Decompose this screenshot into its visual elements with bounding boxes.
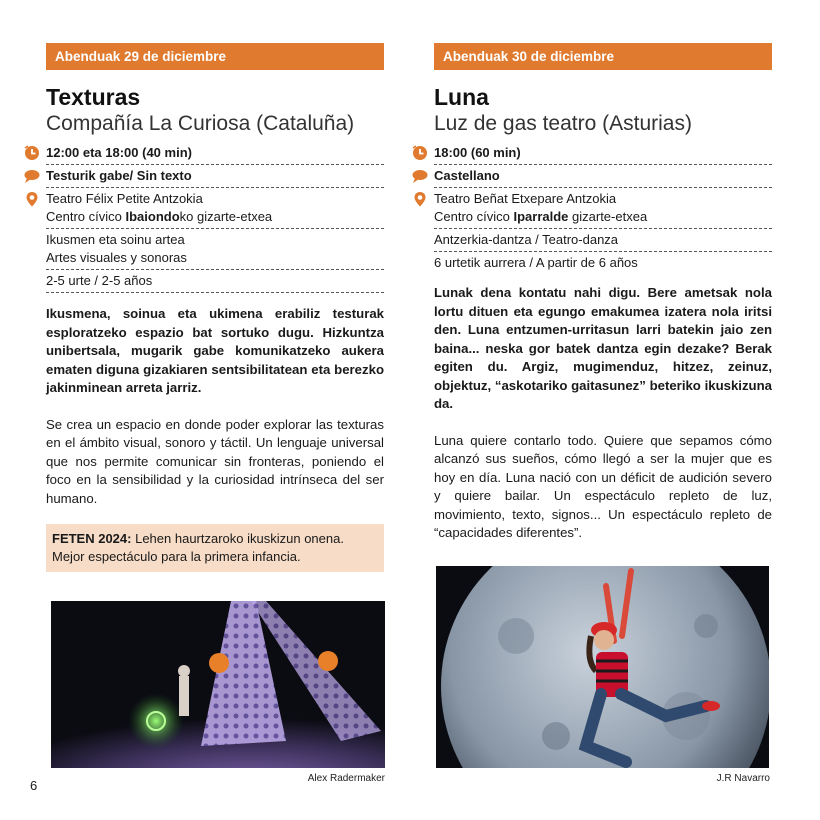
genre-row: Ikusmen eta soinu artea Artes visuales y sonoras bbox=[46, 229, 384, 270]
clock-icon bbox=[412, 145, 428, 161]
age-row: 2-5 urte / 2-5 años bbox=[46, 270, 384, 293]
page-number: 6 bbox=[30, 778, 38, 793]
venue-row: Teatro Beñat Etxepare Antzokia Centro cívico Iparralde gizarte-etxea bbox=[434, 188, 772, 229]
event-title: Luna bbox=[434, 84, 489, 110]
event-company: Luz de gas teatro (Asturias) bbox=[434, 112, 692, 135]
language-row: Testurik gabe/ Sin texto bbox=[46, 165, 384, 188]
event-company: Compañía La Curiosa (Cataluña) bbox=[46, 112, 355, 135]
description-spanish: Luna quiere contarlo todo. Quiere que sepamos cómo alcanzó sus sueños, cómo llegó a ser la mujer que es hoy en día. Luna nació con un déficit de audición severo y quiere bailar. Un espectáculo repleto de luz, movimiento, texto, signos... Un espectáculo repleto de “capacidades diferentes”. bbox=[434, 432, 772, 540]
venue-row: Teatro Félix Petite Antzokia Centro cívico Ibaiondoko gizarte-etxea bbox=[46, 188, 384, 229]
description-spanish: Se crea un espacio en donde poder explorar las texturas en el ámbito visual, sonoro y táctil. Un lenguaje universal que nos permite comunicar sin fronteras, poniendo el foco en la sensibilidad y la curiosidad intrínseca del ser humano. bbox=[46, 416, 384, 506]
location-pin-icon bbox=[412, 191, 428, 207]
photo-credit: Alex Radermaker bbox=[307, 773, 385, 784]
left-event bbox=[46, 43, 384, 572]
description-basque: Lunak dena kontatu nahi digu. Bere ametsak nola lortu dituen eta egungo emakumea izatera nola iritsi den. Luna entzumen-urritasun larri batekin jaio zen baina... neska gor batek dantza egin dezake? Berak egiten du. Argiz, mugimenduz, hitzez, zeinuz, objektuz, “askotariko gaitasunez” beteriko ikuskizuna da. bbox=[434, 285, 772, 411]
genre-row: Antzerkia-dantza / Teatro-danza bbox=[434, 229, 772, 252]
award-box: FETEN 2024: Lehen haurtzaroko ikuskizun onena. Mejor espectáculo para la primera infancia. bbox=[46, 524, 384, 572]
speech-bubble-icon bbox=[24, 168, 40, 184]
photo-credit: J.R Navarro bbox=[716, 773, 770, 784]
event-title: Texturas bbox=[46, 84, 141, 110]
clock-icon bbox=[24, 145, 40, 161]
location-pin-icon bbox=[24, 191, 40, 207]
speech-bubble-icon bbox=[412, 168, 428, 184]
right-event bbox=[434, 43, 772, 543]
description-basque: Ikusmena, soinua eta ukimena erabiliz testurak esploratzeko espazio bat sortuko dugu. Hizkuntza unibertsala, mugarik gabe komunikatzeko aukera ematen diguna gizakiaren sentsibilitatean eta berezko jakinminean arreta jarriz. bbox=[46, 306, 384, 395]
date-bar: Abenduak 29 de diciembre bbox=[46, 43, 384, 70]
language-row: Castellano bbox=[434, 165, 772, 188]
texturas-photo bbox=[51, 601, 385, 768]
date-bar: Abenduak 30 de diciembre bbox=[434, 43, 772, 70]
age-row: 6 urtetik aurrera / A partir de 6 años bbox=[434, 255, 638, 270]
luna-photo bbox=[436, 566, 769, 768]
time-row: 12:00 eta 18:00 (40 min) bbox=[46, 142, 384, 165]
time-row: 18:00 (60 min) bbox=[434, 142, 772, 165]
